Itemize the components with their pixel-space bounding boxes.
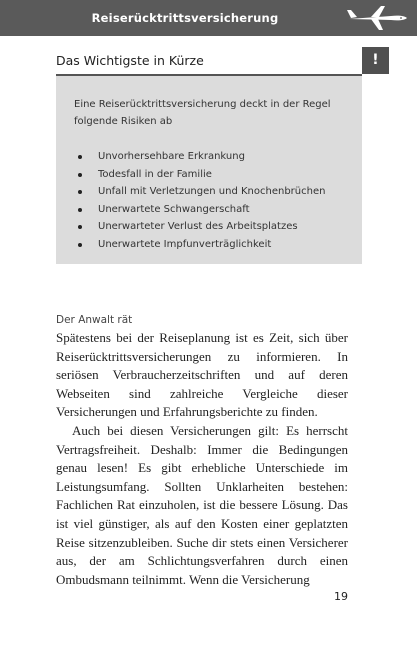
info-box-title-row [56, 48, 362, 76]
header-band [0, 0, 417, 36]
exclamation-icon: ! [362, 47, 389, 74]
airplane-icon [345, 4, 409, 32]
list-item [78, 148, 325, 166]
body-text [56, 329, 348, 589]
list-item [78, 201, 325, 219]
list-item [78, 218, 325, 236]
bullet-icon [78, 208, 82, 212]
header-title: Reiserücktrittsversicherung [91, 11, 279, 25]
page-number: 19 [334, 590, 348, 603]
paragraph: Auch bei diesen Versicherungen gilt: Es herrscht Vertragsfreiheit. Deshalb: Immer die Bedingungen genau lesen! Es gibt erhebliche Unterschiede im Leistungsumfang. Sollten Unklarheiten bestehen: Fachlichen Rat einzuholen, ist die bessere Lösung. Das ist viel günstiger, als auf den Kosten einer geplatzten Reise sitzenzubleiben. Suche dir stets einen Versicherer aus, der am Schlichtungsverfahren durch einen Ombudsmann teilnimmt. Wenn die Versicherung [56, 422, 348, 587]
paragraph: Spätestens bei der Reiseplanung ist es Zeit, sich über Reiserücktrittsversicherungen zu informieren. In seriösen Verbraucherzeitschriften und auf deren Webseiten sind zahlreiche Vergleiche dieser Versicherungen und Erfahrungsberichte zu finden. [56, 330, 348, 420]
list-item-label: Unvorhersehbare Erkrankung [98, 151, 245, 162]
risk-list [78, 148, 325, 253]
list-item-label: Unerwartete Schwangerschaft [98, 203, 250, 215]
info-box-intro: Eine Reiserücktrittsversicherung deckt in der Regel folgende Risiken ab [74, 99, 331, 127]
info-box [56, 76, 362, 264]
list-item [78, 166, 325, 184]
bullet-icon [78, 243, 82, 247]
bullet-icon [78, 225, 82, 229]
list-item-label: Unerwartete Impfunverträglichkeit [98, 238, 272, 250]
list-item-label: Unerwarteter Verlust des Arbeitsplatzes [98, 221, 298, 232]
info-box-title: Das Wichtigste in Kürze [56, 53, 204, 68]
bullet-icon [78, 155, 82, 159]
bullet-icon [78, 190, 82, 194]
list-item [78, 183, 325, 201]
list-item-label: Unfall mit Verletzungen und Knochenbrüchen [98, 186, 326, 197]
section-heading: Der Anwalt rät [56, 314, 133, 326]
list-item-label: Todesfall in der Familie [98, 168, 212, 180]
bullet-icon [78, 173, 82, 177]
list-item [78, 236, 325, 254]
